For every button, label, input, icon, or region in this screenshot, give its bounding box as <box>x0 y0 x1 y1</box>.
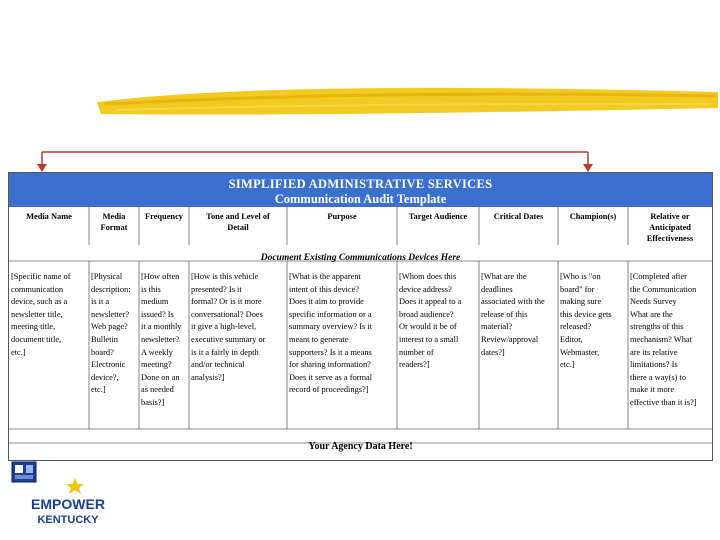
cell-effectiveness: [Completed after the Communication Needs Survey What are the strengths of this mechanism? What are its relative limitations? Is there a way(s) to make it more effective than it is?] <box>630 272 697 407</box>
cell-critical-dates: [What are the deadlines associated with the release of this material? Review/approval dates?] <box>481 272 545 357</box>
col-label: Media Format <box>100 212 128 232</box>
audit-template-document <box>8 172 713 461</box>
col-media-name <box>9 211 89 222</box>
logo-line1: EMPOWER <box>31 496 105 512</box>
col-label: Target Audience <box>408 212 468 221</box>
col-purpose <box>287 211 397 222</box>
col-label: Critical Dates <box>493 212 544 221</box>
cell-champions: [Who is "on board" for making sure this device gets released? Editor, Webmaster, etc.] <box>560 272 612 370</box>
col-tone-detail <box>189 211 287 233</box>
cell-frequency: [How often is this medium issued? Is it a monthly newsletter? A weekly meeting? Done on an as needed basis?] <box>141 272 182 407</box>
document-subtitle: Communication Audit Template <box>274 192 447 206</box>
col-target-audience <box>397 211 479 222</box>
col-champions <box>558 211 628 222</box>
logo-line2: KENTUCKY <box>37 514 99 526</box>
bracket-arrows <box>0 140 720 174</box>
title-banner <box>9 173 712 207</box>
empower-kentucky-logo <box>8 460 108 530</box>
col-label: Purpose <box>327 212 357 221</box>
cell-media-name: [Specific name of communication device, such as a newsletter title, meeting title, document title, etc.] <box>11 272 71 357</box>
col-frequency <box>139 211 189 222</box>
col-effectiveness <box>628 211 712 244</box>
col-label: Frequency <box>145 212 183 221</box>
col-label: Tone and Level of Detail <box>206 212 270 232</box>
col-label: Champion(s) <box>569 212 617 221</box>
highlighter-stroke <box>95 82 720 118</box>
cell-tone-detail: [How is this vehicle presented? Is it formal? Or is it more conversational? Does it give a high-level, executive summary or is it a fairly in depth and/or technical analysis?] <box>191 272 266 382</box>
cell-target-audience: [Whom does this device address? Does it appeal to a broad audience? Or would it be of interest to a small number of readers?] <box>399 272 462 370</box>
cell-media-format: [Physical description: is it a newsletter? Web page? Bulletin board? Electronic device?, etc.] <box>91 272 131 395</box>
col-media-format <box>89 211 139 233</box>
document-title: SIMPLIFIED ADMINISTRATIVE SERVICES <box>228 177 493 191</box>
col-critical-dates <box>479 211 558 222</box>
section-label: Document Existing Communications Devices Here <box>260 253 461 263</box>
col-label: Media Name <box>26 212 72 221</box>
footer-label: Your Agency Data Here! <box>308 441 413 452</box>
cell-purpose: [What is the apparent intent of this device? Does it aim to provide specific information or a summary overview? Is it meant to generate supporters? Is it a means for sharing information? Does it serve as a formal record of proceedings?] <box>289 272 373 395</box>
col-label: Relative or Anticipated Effectiveness <box>646 212 694 243</box>
